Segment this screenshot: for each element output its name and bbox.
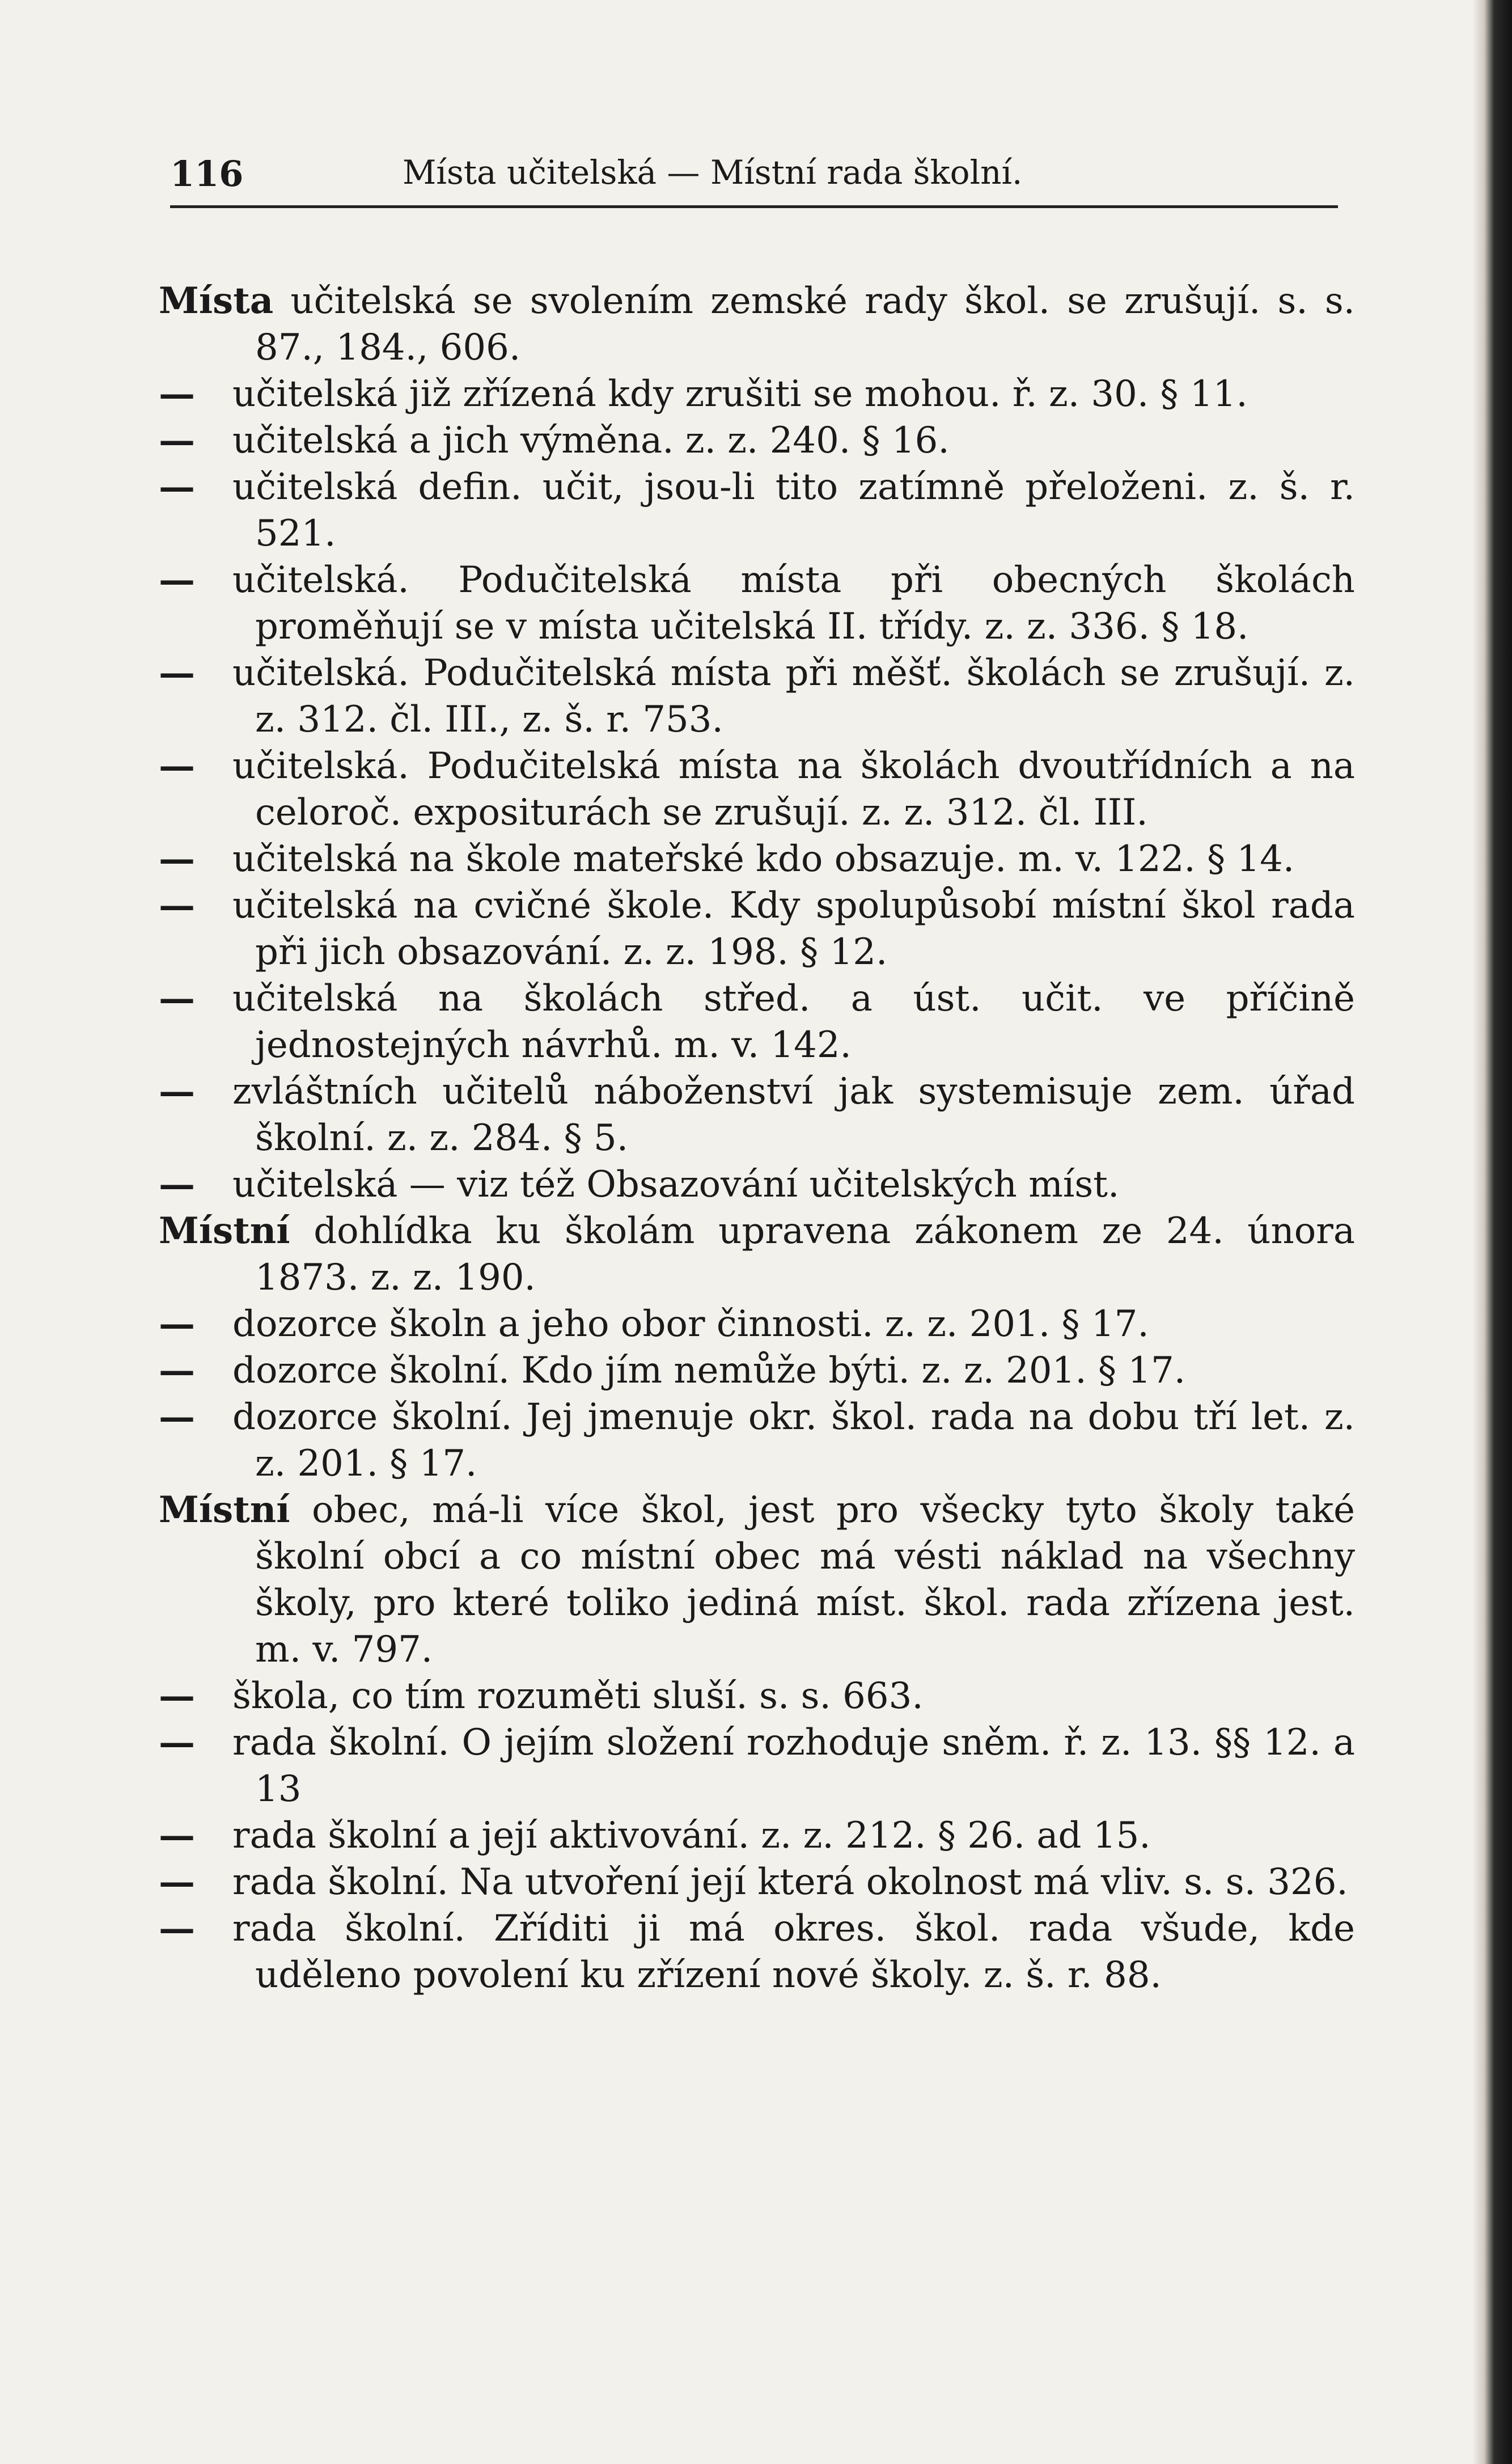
index-subentry — [159, 1673, 1355, 1719]
index-subentry — [159, 417, 1355, 464]
index-entry — [159, 1208, 1355, 1301]
index-entries — [159, 278, 1355, 1998]
entry-dash: — — [159, 838, 195, 880]
entry-text: rada školní. O jejím složení rozhoduje sněm. ř. z. 13. §§ 12. a 13 — [232, 1722, 1355, 1810]
entry-dash: — — [159, 419, 195, 462]
entry-dash: — — [159, 1303, 195, 1345]
entry-dash: — — [159, 884, 195, 927]
entry-headword: Místa — [159, 280, 274, 322]
entry-text: škola, co tím rozuměti sluší. s. s. 663. — [232, 1675, 924, 1717]
index-subentry — [159, 836, 1355, 882]
entry-dash: — — [159, 1163, 195, 1206]
running-title: Místa učitelská — Místní rada školní. — [403, 153, 1023, 192]
page-edge-shadow — [1472, 0, 1512, 2464]
entry-dash: — — [159, 1907, 195, 1950]
entry-dash: — — [159, 1814, 195, 1857]
entry-text: učitelská na školách střed. a úst. učit. ve příčině jednostejných návrhů. m. v. 142. — [232, 978, 1355, 1066]
entry-dash: — — [159, 1675, 195, 1717]
entry-dash: — — [159, 373, 195, 415]
entry-dash: — — [159, 652, 195, 694]
index-subentry — [159, 650, 1355, 743]
entry-text: obec, má-li více škol, jest pro všecky tyto školy také školní obcí a co místní obec má vésti náklad na všechny školy, pro které toliko jediná míst. škol. rada zřízena jest. m. v. 797. — [255, 1489, 1355, 1671]
entry-text: dozorce školní. Jej jmenuje okr. škol. rada na dobu tří let. z. z. 201. § 17. — [232, 1396, 1355, 1485]
entry-text: dohlídka ku školám upravena zákonem ze 24. února 1873. z. z. 190. — [255, 1210, 1355, 1299]
index-subentry — [159, 1394, 1355, 1487]
entry-text: učitelská na škole mateřské kdo obsazuje. m. v. 122. § 14. — [232, 838, 1295, 880]
entry-text: učitelská již zřízená kdy zrušiti se mohou. ř. z. 30. § 11. — [232, 373, 1248, 415]
page-header — [170, 142, 1338, 204]
entry-text: zvláštních učitelů náboženství jak systemisuje zem. úřad školní. z. z. 284. § 5. — [232, 1071, 1355, 1159]
entry-text: učitelská. Podučitelská místa při obecných školách proměňují se v místa učitelská II. třídy. z. z. 336. § 18. — [232, 559, 1355, 648]
entry-text: učitelská a jich výměna. z. z. 240. § 16. — [232, 420, 950, 462]
index-subentry — [159, 975, 1355, 1068]
index-subentry — [159, 1905, 1355, 1998]
entry-dash: — — [159, 1721, 195, 1764]
entry-dash: — — [159, 977, 195, 1020]
index-subentry — [159, 1068, 1355, 1161]
index-subentry — [159, 882, 1355, 975]
header-rule — [170, 205, 1338, 208]
entry-dash: — — [159, 1349, 195, 1392]
entry-text: dozorce školn a jeho obor činnosti. z. z. 201. § 17. — [232, 1303, 1149, 1345]
entry-text: rada školní. Zříditi ji má okres. škol. rada všude, kde uděleno povolení ku zřízení nové školy. z. š. r. 88. — [232, 1908, 1355, 1996]
entry-text: rada školní a její aktivování. z. z. 212. § 26. ad 15. — [232, 1815, 1151, 1857]
entry-dash: — — [159, 745, 195, 787]
index-subentry — [159, 1719, 1355, 1812]
index-subentry — [159, 1812, 1355, 1859]
entry-text: učitelská. Podučitelská místa při měšť. školách se zrušují. z. z. 312. čl. III., z. š. r. 753. — [232, 652, 1355, 741]
index-subentry — [159, 371, 1355, 417]
index-subentry — [159, 743, 1355, 836]
entry-headword: Místní — [159, 1489, 290, 1531]
entry-text: učitelská — viz též Obsazování učitelských míst. — [232, 1164, 1120, 1206]
entry-dash: — — [159, 466, 195, 508]
index-subentry — [159, 1859, 1355, 1905]
entry-headword: Místní — [159, 1210, 290, 1252]
index-subentry — [159, 464, 1355, 557]
page-number: 116 — [170, 153, 244, 195]
index-subentry — [159, 1347, 1355, 1394]
entry-text: učitelská na cvičné škole. Kdy spolupůsobí místní škol rada při jich obsazování. z. z. 198. § 12. — [232, 885, 1355, 973]
entry-text: učitelská. Podučitelská místa na školách dvoutřídních a na celoroč. expositurách se zrušují. z. z. 312. čl. III. — [232, 745, 1355, 834]
index-subentry — [159, 557, 1355, 650]
entry-text: dozorce školní. Kdo jím nemůže býti. z. z. 201. § 17. — [232, 1350, 1186, 1392]
entry-dash: — — [159, 1396, 195, 1438]
index-subentry — [159, 1301, 1355, 1347]
entry-text: učitelská defin. učit, jsou-li tito zatímně přeloženi. z. š. r. 521. — [232, 466, 1355, 555]
index-entry — [159, 1487, 1355, 1673]
entry-text: rada školní. Na utvoření její která okolnost má vliv. s. s. 326. — [232, 1861, 1348, 1903]
index-subentry — [159, 1161, 1355, 1208]
entry-dash: — — [159, 1861, 195, 1903]
entry-dash: — — [159, 1070, 195, 1113]
entry-dash: — — [159, 559, 195, 601]
entry-text: učitelská se svolením zemské rady škol. se zrušují. s. s. 87., 184., 606. — [255, 280, 1355, 369]
index-entry — [159, 278, 1355, 371]
